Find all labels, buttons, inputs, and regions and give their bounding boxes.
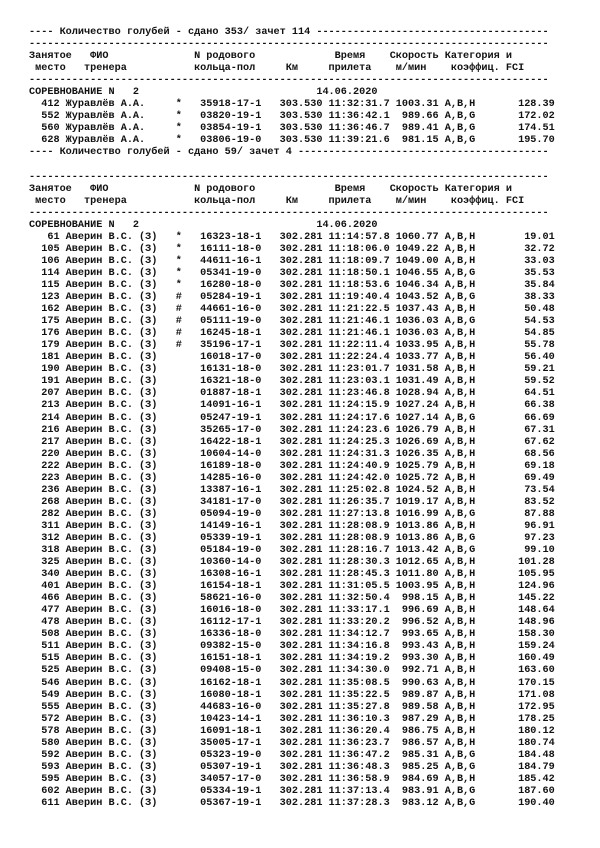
result-row: 176 Аверин В.С. (З) # 16245-18-1 302.281 11:21:46.1 1036.03 А,В,Н 54.85	[29, 328, 555, 340]
separator-line: -------------------------------------------------------------------------------------	[29, 39, 549, 51]
result-row: 236 Аверин В.С. (З) 13387-16-1 302.281 11:25:02.8 1024.52 А,В,Н 73.54	[29, 484, 555, 496]
result-row: 222 Аверин В.С. (З) 16189-18-0 302.281 11:24:40.9 1025.79 А,В,Н 69.18	[29, 460, 555, 472]
result-row: 114 Аверин В.С. (З) * 05341-19-0 302.281 11:18:50.1 1046.55 А,В,G 35.53	[29, 267, 555, 279]
result-row: 268 Аверин В.С. (З) 34181-17-0 302.281 11:26:35.7 1019.17 А,В,Н 83.52	[29, 496, 555, 508]
result-row: 578 Аверин В.С. (З) 16091-18-1 302.281 11:36:20.4 986.75 А,В,Н 180.12	[29, 725, 555, 737]
result-row: 611 Аверин В.С. (З) 05367-19-1 302.281 11:37:28.3 983.12 А,В,G 190.40	[29, 798, 555, 809]
result-row: 555 Аверин В.С. (З) 44683-16-0 302.281 11:35:27.8 989.58 А,В,Н 172.95	[29, 701, 555, 713]
result-row: 546 Аверин В.С. (З) 16162-18-1 302.281 11:35:08.5 990.63 А,В,Н 170.15	[29, 677, 555, 689]
pigeon-count-summary: ---- Количество голубей - сдано 353/ зачет 114 --------------------------------------	[29, 27, 549, 38]
result-row: 508 Аверин В.С. (З) 16336-18-0 302.281 11:34:12.7 993.65 А,В,Н 158.30	[29, 629, 555, 641]
result-row: 478 Аверин В.С. (З) 16112-17-1 302.281 11:33:20.2 996.52 А,В,Н 148.96	[29, 617, 555, 629]
result-row: 217 Аверин В.С. (З) 16422-18-1 302.281 11:24:25.3 1026.69 А,В,Н 67.62	[29, 436, 555, 448]
result-row: 401 Аверин В.С. (З) 16154-18-1 302.281 11:31:05.5 1003.95 А,В,Н 124.96	[29, 581, 555, 593]
column-header: Занятое ФИО N родового Время Скорость Категория и	[29, 183, 512, 195]
result-row: 105 Аверин В.С. (З) * 16111-18-0 302.281 11:18:06.0 1049.22 А,В,Н 32.72	[29, 243, 555, 255]
result-row: 628 Журавлёв А.А. * 03806-19-0 303.530 11:39:21.6 981.15 А,В,G 195.70	[29, 135, 555, 147]
column-header: место тренера кольца-пол Км прилета м/мин коэффиц. FCI	[29, 195, 525, 207]
result-row: 549 Аверин В.С. (З) 16080-18-1 302.281 11:35:22.5 989.87 А,В,Н 171.08	[29, 689, 555, 701]
result-row: 223 Аверин В.С. (З) 14285-16-0 302.281 11:24:42.0 1025.72 А,В,Н 69.49	[29, 472, 555, 484]
result-row: 592 Аверин В.С. (З) 05323-19-0 302.281 11:36:47.2 985.31 А,В,G 184.48	[29, 749, 555, 761]
result-row: 216 Аверин В.С. (З) 35265-17-0 302.281 11:24:23.6 1026.79 А,В,Н 67.31	[29, 424, 555, 436]
result-row: 340 Аверин В.С. (З) 16308-16-1 302.281 11:28:45.3 1011.80 А,В,Н 105.95	[29, 569, 555, 581]
result-row: 593 Аверин В.С. (З) 05307-19-1 302.281 11:36:48.3 985.25 А,В,G 184.79	[29, 761, 555, 773]
separator-line: -------------------------------------------------------------------------------------	[29, 75, 549, 87]
result-row: 466 Аверин В.С. (З) 58621-16-0 302.281 11:32:50.4 998.15 А,В,Н 145.22	[29, 593, 555, 605]
result-row: 311 Аверин В.С. (З) 14149-16-1 302.281 11:28:08.9 1013.86 А,В,Н 96.91	[29, 520, 555, 532]
result-row: 477 Аверин В.С. (З) 16016-18-0 302.281 11:33:17.1 996.69 А,В,Н 148.64	[29, 605, 555, 617]
result-row: 207 Аверин В.С. (З) 01887-18-1 302.281 11:23:46.8 1028.94 А,В,Н 64.51	[29, 388, 555, 400]
column-header: Занятое ФИО N родового Время Скорость Категория и	[29, 51, 512, 63]
result-row: 61 Аверин В.С. (З) * 16323-18-1 302.281 11:14:57.8 1060.77 А,В,Н 19.01	[29, 231, 555, 243]
result-row: 191 Аверин В.С. (З) 16321-18-0 302.281 11:23:03.1 1031.49 А,В,Н 59.52	[29, 376, 555, 388]
separator-line: -------------------------------------------------------------------------------------	[29, 171, 549, 183]
result-row: 325 Аверин В.С. (З) 10360-14-0 302.281 11:28:30.3 1012.65 А,В,Н 101.28	[29, 557, 555, 569]
competition-heading: СОРЕВНОВАНИЕ N 2 14.06.2020	[29, 87, 378, 99]
result-row: 312 Аверин В.С. (З) 05339-19-1 302.281 11:28:08.9 1013.86 А,В,G 97.23	[29, 532, 555, 544]
result-row: 179 Аверин В.С. (З) # 35196-17-1 302.281 11:22:11.4 1033.95 А,В,Н 55.78	[29, 340, 555, 352]
result-row: 560 Журавлёв А.А. * 03854-19-1 303.530 11:36:46.7 989.41 А,В,G 174.51	[29, 123, 555, 135]
result-row: 318 Аверин В.С. (З) 05184-19-0 302.281 11:28:16.7 1013.42 А,В,G 99.10	[29, 545, 555, 557]
result-row: 572 Аверин В.С. (З) 10423-14-1 302.281 11:36:10.3 987.29 А,В,Н 178.25	[29, 713, 555, 725]
result-row: 162 Аверин В.С. (З) # 44661-16-0 302.281 11:21:22.5 1037.43 А,В,Н 50.48	[29, 304, 555, 316]
pigeon-count-summary: ---- Количество голубей - сдано 59/ зачет 4 -----------------------------------------	[29, 147, 549, 159]
blank-line	[29, 160, 574, 172]
separator-line: -------------------------------------------------------------------------------------	[29, 207, 549, 219]
result-row: 106 Аверин В.С. (З) * 44611-16-1 302.281 11:18:09.7 1049.00 А,В,Н 33.03	[29, 255, 555, 267]
result-row: 190 Аверин В.С. (З) 16131-18-0 302.281 11:23:01.7 1031.58 А,В,Н 59.21	[29, 364, 555, 376]
result-row: 595 Аверин В.С. (З) 34057-17-0 302.281 11:36:58.9 984.69 А,В,Н 185.42	[29, 773, 555, 785]
result-row: 213 Аверин В.С. (З) 14091-16-1 302.281 11:24:15.9 1027.24 А,В,Н 66.38	[29, 400, 555, 412]
result-row: 282 Аверин В.С. (З) 05094-19-0 302.281 11:27:13.8 1016.99 А,В,G 87.88	[29, 508, 555, 520]
result-row: 552 Журавлёв А.А. * 03820-19-1 303.530 11:36:42.1 989.66 А,В,G 172.02	[29, 111, 555, 123]
result-row: 123 Аверин В.С. (З) # 05284-19-1 302.281 11:19:40.4 1043.52 А,В,G 38.33	[29, 292, 555, 304]
result-row: 525 Аверин В.С. (З) 09408-15-0 302.281 11:34:30.0 992.71 А,В,Н 163.60	[29, 665, 555, 677]
result-row: 115 Аверин В.С. (З) * 16280-18-0 302.281 11:18:53.6 1046.34 А,В,Н 35.84	[29, 279, 555, 291]
result-row: 515 Аверин В.С. (З) 16151-18-1 302.281 11:34:19.2 993.30 А,В,Н 160.49	[29, 653, 555, 665]
result-row: 602 Аверин В.С. (З) 05334-19-1 302.281 11:37:13.4 983.91 А,В,G 187.60	[29, 785, 555, 797]
result-row: 175 Аверин В.С. (З) # 05111-19-0 302.281 11:21:46.1 1036.03 А,В,G 54.53	[29, 316, 555, 328]
result-row: 214 Аверин В.С. (З) 05247-19-1 302.281 11:24:17.6 1027.14 А,В,G 66.69	[29, 412, 555, 424]
result-row: 181 Аверин В.С. (З) 16018-17-0 302.281 11:22:24.4 1033.77 А,В,Н 56.40	[29, 352, 555, 364]
result-row: 511 Аверин В.С. (З) 09382-15-0 302.281 11:34:16.8 993.43 А,В,Н 159.24	[29, 641, 555, 653]
competition-heading: СОРЕВНОВАНИЕ N 2 14.06.2020	[29, 219, 378, 231]
result-row: 580 Аверин В.С. (З) 35005-17-1 302.281 11:36:23.7 986.57 А,В,Н 180.74	[29, 737, 555, 749]
column-header: место тренера кольца-пол Км прилета м/мин коэффиц. FCI	[29, 63, 525, 75]
results-printout	[29, 27, 574, 810]
result-row: 220 Аверин В.С. (З) 10604-14-0 302.281 11:24:31.3 1026.35 А,В,Н 68.56	[29, 448, 555, 460]
result-row: 412 Журавлёв А.А. * 35918-17-1 303.530 11:32:31.7 1003.31 А,В,Н 128.39	[29, 99, 555, 111]
